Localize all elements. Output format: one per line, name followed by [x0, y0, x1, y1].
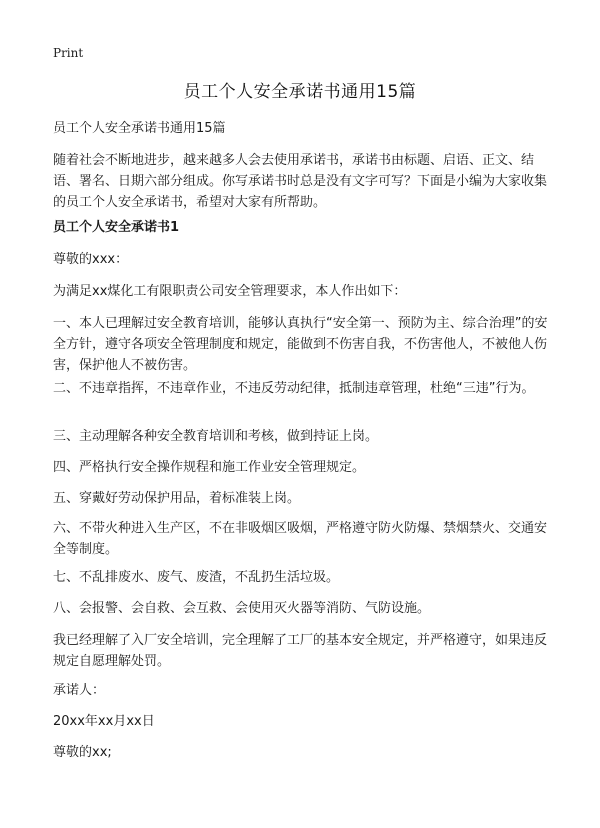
list-item: 八、会报警、会自救、会互救、会使用灭火器等消防、气防设施。: [53, 601, 431, 616]
signer-label: 承诺人：: [53, 683, 106, 698]
greeting-line: 尊敬的xxx：: [53, 252, 129, 267]
greeting-line-2: 尊敬的xx;: [53, 745, 112, 760]
list-item: 六、不带火种进入生产区，不在非吸烟区吸烟，严格遵守防火防爆、禁烟禁火、交通安全等制度。: [53, 521, 548, 557]
subtitle-line: 员工个人安全承诺书通用15篇: [53, 121, 226, 136]
list-item: 三、主动理解各种安全教育培训和考核，做到持证上岗。: [53, 429, 379, 444]
list-item: 二、不违章指挥，不违章作业，不违反劳动纪律，抵制违章管理，杜绝“三违”行为。: [53, 381, 535, 396]
list-item: 一、本人已理解过安全教育培训，能够认真执行“安全第一、预防为主、综合治理”的安全方针，遵守各项安全管理制度和规定，能做到不伤害自我，不伤害他人，不被他人伤害，保护他人不被伤害。: [53, 316, 548, 373]
intro-paragraph: 随着社会不断地进步，越来越多人会去使用承诺书，承诺书由标题、启语、正文、结语、署名、日期六部分组成。你写承诺书时总是没有文字可写？下面是小编为大家收集的员工个人安全承诺书，希望对大家有所帮助。: [53, 153, 548, 210]
closing-paragraph: 我已经理解了入厂安全培训，完全理解了工厂的基本安全规定，并严格遵守，如果违反规定自愿理解处罚。: [53, 633, 548, 669]
section-heading: 员工个人安全承诺书1: [53, 220, 180, 235]
list-item: 四、严格执行安全操作规程和施工作业安全管理规定。: [53, 460, 366, 475]
purpose-paragraph: 为满足xx煤化工有限职责公司安全管理要求，本人作出如下：: [53, 284, 407, 299]
print-label: Print: [53, 46, 84, 60]
date-line: 20xx年xx月xx日: [53, 714, 155, 729]
document-title: 员工个人安全承诺书通用15篇: [183, 82, 417, 102]
list-item: 七、不乱排废水、废气、废渣，不乱扔生活垃圾。: [53, 570, 340, 585]
list-item: 五、穿戴好劳动保护用品，着标准装上岗。: [53, 491, 301, 506]
